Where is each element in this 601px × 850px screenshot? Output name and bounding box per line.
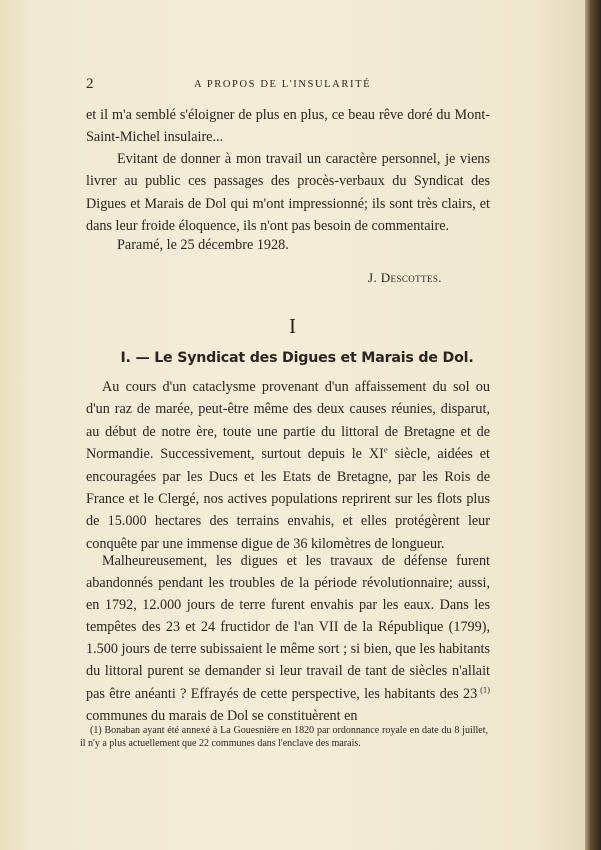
page-header xyxy=(86,76,468,96)
chapter-numeral: I xyxy=(289,314,296,338)
paragraph-4-text-b: communes du marais de Dol se constituèrent en xyxy=(86,707,358,724)
paragraph-3-text-a: Au cours d'un cataclysme provenant d'un affaissement du sol ou d'un raz de marée, peut-être même des deux causes réunies, disparut, au début de notre ère, toute une partie du littoral de Bretagne et de Normandie. Successivement, surtout depuis le XI xyxy=(86,379,490,463)
paragraph-3-text-b: siècle, aidées et encouragées par les Ducs et les Etats de Bretagne, par les Rois de France et le Clergé, nos actives populations reprirent sur les flots plus de 15.000 hectares des terrains envahis, et elles protégèrent leur conquête par une immense digue de 36 kilomètres de longueur. xyxy=(86,446,490,552)
footnote: (1) Bonaban ayant été annexé à La Gouesnière en 1820 par ordonnance royale en date du 8 juillet, il n'y a plus actuellement que 22 communes dans l'enclave des marais. xyxy=(80,725,488,749)
footnote-reference: (1) xyxy=(477,683,490,694)
signature xyxy=(368,270,442,286)
paragraph-2: Evitant de donner à mon travail un caractère personnel, je viens livrer au public ces passages des procès-verbaux du Syndicat des Digues et Marais de Dol qui m'ont impressionné; ils sont très clairs, et dans leur froide éloquence, ils n'ont pas besoin de commentaire. xyxy=(86,151,490,235)
paragraph-3-superscript: e xyxy=(383,444,388,455)
paragraph-1: et il m'a semblé s'éloigner de plus en plus, ce beau rêve doré du Mont-Saint-Michel insulaire... xyxy=(86,107,490,146)
page-number: 2 xyxy=(86,76,94,92)
running-head: A PROPOS DE L'INSULARITÉ xyxy=(194,79,372,90)
signature-initial: J. xyxy=(368,270,378,285)
section-title: I. — Le Syndicat des Digues et Marais de Dol. xyxy=(120,350,474,366)
paragraph-4-text-a: Malheureusement, les digues et les travaux de défense furent abandonnés pendant les troubles de la période révolutionnaire; aussi, en 1792, 12.000 jours de terre furent envahis par les eaux. Dans les tempêtes des 23 et 24 fructidor de l'an VII de la République (1799), 1.500 jours de terre subissaient le même sort ; si bien, que les habitants du littoral purent se demander si leur travail de tant de siècles n'allait pas être anéanti ? Effrayés de cette perspective, les habitants des 23 xyxy=(86,553,490,702)
dateline: Paramé, le 25 décembre 1928. xyxy=(117,237,289,253)
signature-name: Descottes. xyxy=(380,270,442,285)
page-edge xyxy=(585,0,601,850)
paragraph-3 xyxy=(86,376,490,555)
paragraph-4 xyxy=(86,550,490,727)
